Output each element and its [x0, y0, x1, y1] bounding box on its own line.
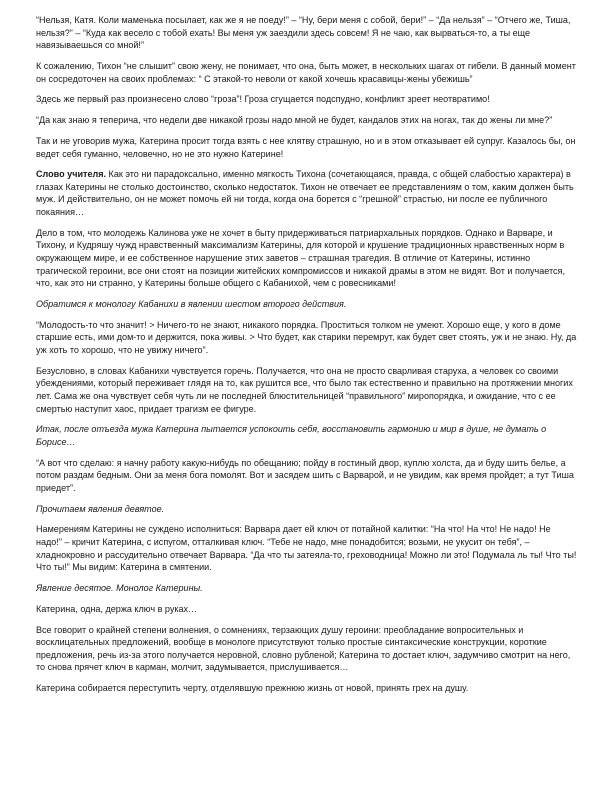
italic-note: Явление десятое. Монолог Катерины. — [36, 583, 203, 593]
paragraph-tikhon-quote-groza: “Да как знаю я теперича, что недели две никакой грозы надо мной не будет, кандалов этих на ногах, так до жены ли мне?” — [36, 115, 553, 126]
teacher-word-text: Как это ни парадоксально, именно мягкость Тихона (сочетающаяся, правда, с общей слабостью характера) в глазах Катерины не столько достоинство, сколько недостаток. Тихон не отвечает ее представлениям о том, каким должен быть муж. И действительно, он не может помочь ей ни тогда, когда она борется с “грешной” страстью, ни после ее публичного покаяния… — [36, 169, 574, 218]
paragraph-scene-ten-intro — [36, 582, 578, 595]
paragraph-kabanikha-bitterness: Безусловно, в словах Кабанихи чувствуется горечь. Получается, что она не просто сварливая старуха, а человек со своими убеждениями, который переживает глядя на то, как рушится все, что было так естественно и правильно на протяжении многих лет. Сама же она чувствует себя чуть ли не последней блюстительницей “правильного” миропорядка, и ожидание, что с ее смертью наступит хаос, придает трагизм ее фигуре. — [36, 365, 573, 414]
paragraph-scene-nine-intro — [36, 503, 578, 516]
paragraph-katerina-quote-work: “А вот что сделаю: я начну работу какую-нибудь по обещанию; пойду в гостиный двор, куплю холста, да и буду шить белье, а потом раздам бедным. Они за меня бога помолят. Вот и засядем шить с Варварой, и не увидим, как время пройдет; а тут Тиша приедет”. — [36, 457, 574, 493]
paragraph-word-groza: Здесь же первый раз произнесено слово “гроза”! Гроза сгущается подспудно, конфликт зреет неотвратимо! — [36, 94, 490, 105]
paragraph-kabanikha-monologue-intro — [36, 298, 578, 311]
paragraph-kabanikha-quote: “Молодость-то что значит! > Ничего-то не знают, никакого порядка. Проститься толком не умеют. Хорошо еще, у кого в доме старшие есть, ими дом-то и держится, пока живы. > Что будет, как старики перемрут, как будет свет стоять, уж и не знаю. Ну, да уж хоть то хорошо, что не увижу ничего”. — [36, 319, 577, 355]
italic-note: Итак, после отъезда мужа Катерина пытается успокоить себя, восстановить гармонию и мир в душе, не думать о Борисе… — [36, 424, 547, 447]
italic-note: Прочитаем явления девятое. — [36, 503, 165, 514]
paragraph-katerina-alone: Катерина, одна, держа ключ в руках… — [36, 603, 198, 614]
italic-note: Обратимся к монологу Кабанихи в явлении шестом второго действия. — [36, 299, 347, 309]
paragraph-kalinov-youth: Дело в том, что молодежь Калинова уже не хочет в быту придерживаться патриархальных порядков. Однако и Варваре, и Тихону, и Кудряшу чужд нравственный максимализм Катерины, для которой и крушение традиционных нравственных норм в окружающем мире, и ее собственное нарушение этих заветов – страшная трагедия. В отличие от Катерины, истинно трагической героини, все они стоят на позиции житейских компромиссов и никакой драмы в этом не видят. Вот и получается, что, как это ни странно, у Катерины больше общего с Кабанихой, чем с ровесниками! — [36, 227, 565, 289]
paragraph-crossing-line: Катерина собирается переступить черту, отделявшую прежнюю жизнь от новой, принять грех на душу. — [36, 683, 469, 694]
paragraph-teacher-word — [36, 168, 578, 218]
paragraph-dialogue-tikhon-katya: “Нельзя, Катя. Коли маменька посылает, как же я не поеду!” – “Ну, бери меня с собой, бери!” – “Да нельзя” – “Отчего же, Тиша, нельзя?” – “Куда как весело с тобой ехать! Вы меня уж заездили здесь совсем! Я не чаю, как вырваться-то, а ты еще навязываешься со мной!” — [36, 15, 571, 51]
paragraph-key-scene: Намерениям Катерины не суждено исполниться: Варвара дает ей ключ от потайной калитки: “На что! На что! Не надо! Не надо!” – кричит Катерина, с испугом, отталкивая ключ. “Тебе не надо, мне понадобится; возьми, не укусит он тебя”, – хладнокровно и рассудительно отвечает Варвара. “Да что ты затеяла-то, греховодница! Можно ли это! Подумала ль ты! Что ты! Что ты!” Мы видим: Катерина в смятении. — [36, 524, 577, 573]
paragraph-monologue-analysis: Все говорит о крайней степени волнения, о сомнениях, терзающих душу героини: преобладание вопросительных и восклицательных предложений, вообще в монологе присутствуют только простые синтаксические конструкции, короткие предложения, речь из-за этого получается неровной, словно рубленой; Катерина то достает ключ, задумчиво смотрит на него, то снова прячет ключ в карман, молчит, задумывается, прислушивается… — [36, 624, 571, 673]
paragraph-oath-refused: Так и не уговорив мужа, Катерина просит тогда взять с нее клятву страшную, но и в этом отказывает ей супруг. Казалось бы, он ведет себя гуманно, человечно, но не это нужно Катерине! — [36, 135, 576, 159]
paragraph-tikhon-not-hearing: К сожалению, Тихон “не слышит” свою жену, не понимает, что она, быть может, в нескольких шагах от гибели. В данный момент он сосредоточен на своих проблемах: “ С этакой-то неволи от какой хочешь красавицы-жены убежишь” — [36, 60, 576, 84]
teacher-word-lead: Слово учителя. — [36, 169, 107, 180]
paragraph-katerina-calm-intro — [36, 423, 578, 448]
